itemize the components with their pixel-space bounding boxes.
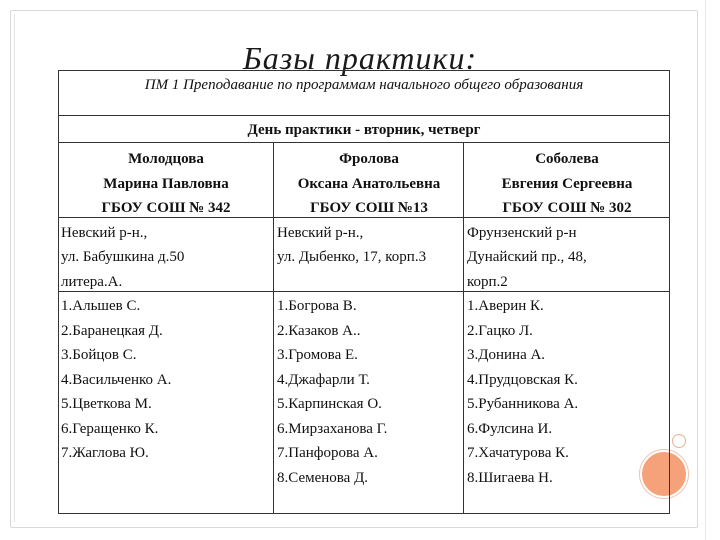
school-name: ГБОУ СОШ № 302 <box>502 200 632 216</box>
column-divider-1 <box>273 143 274 513</box>
student-item: 3.Громова Е. <box>277 347 358 363</box>
column-frolova <box>277 147 461 490</box>
student-item: 5.Карпинская О. <box>277 396 382 412</box>
address-line: Невский р-н., <box>61 224 148 241</box>
teacher-surname: Фролова <box>339 151 399 167</box>
student-item: 8.Семенова Д. <box>277 469 369 486</box>
student-item: 3.Бойцов С. <box>61 347 137 363</box>
divider-after-days <box>59 142 669 143</box>
student-item: 2.Баранецкая Д. <box>61 322 163 339</box>
practice-table <box>58 70 670 514</box>
student-item: 7.Жаглова Ю. <box>61 445 149 461</box>
decorative-line <box>705 0 706 540</box>
student-item: 4.Джафарли Т. <box>277 371 370 388</box>
student-item: 7.Хачатурова К. <box>467 445 569 461</box>
divider-after-subtitle <box>59 115 669 116</box>
teacher-name: Евгения Сергеевна <box>501 175 633 192</box>
student-item: 3.Донина А. <box>467 347 546 363</box>
student-item: 2.Гацко Л. <box>467 322 533 339</box>
student-item: 8.Шигаева Н. <box>467 469 553 486</box>
column-molodtsova <box>61 147 271 466</box>
address-line: Невский р-н., <box>277 224 364 241</box>
student-item: 1.Богрова В. <box>277 298 357 314</box>
student-item: 1.Альшев С. <box>61 298 141 314</box>
address-spacer <box>277 270 461 295</box>
practice-days: День практики - вторник, четверг <box>247 122 481 138</box>
address-line: литера.А. <box>61 273 123 290</box>
address-line: ул. Бабушкина д.50 <box>61 249 185 265</box>
address-line: корп.2 <box>467 273 508 290</box>
teacher-name: Марина Павловна <box>103 175 229 192</box>
slide-title: Базы практики: <box>242 40 478 76</box>
teacher-name: Оксана Анатольевна <box>297 175 441 192</box>
school-name: ГБОУ СОШ № 342 <box>101 200 231 216</box>
address-line: Дунайский пр., 48, <box>467 249 587 265</box>
teacher-surname: Соболева <box>535 151 599 167</box>
student-item: 4.Васильченко А. <box>61 371 172 388</box>
column-soboleva <box>467 147 667 490</box>
student-item: 5.Цветкова М. <box>61 396 152 412</box>
school-name: ГБОУ СОШ №13 <box>310 200 428 216</box>
address-line: ул. Дыбенко, 17, корп.3 <box>277 249 427 265</box>
address-line: Фрунзенский р-н <box>467 224 577 241</box>
decorative-small-circle <box>672 434 686 448</box>
student-item: 2.Казаков А.. <box>277 322 361 339</box>
student-item: 1.Аверин К. <box>467 298 544 314</box>
column-divider-2 <box>463 143 464 513</box>
student-item: 6.Фулсина И. <box>467 420 553 437</box>
table-subtitle: ПМ 1 Преподавание по программам начального общего образования <box>144 77 584 93</box>
student-item: 6.Мирзаханова Г. <box>277 420 388 437</box>
student-item: 5.Рубанникова А. <box>467 396 579 412</box>
teacher-surname: Молодцова <box>128 151 204 167</box>
student-item: 4.Прудцовская К. <box>467 371 578 388</box>
student-item: 7.Панфорова А. <box>277 445 378 461</box>
student-item: 6.Геращенко К. <box>61 420 159 437</box>
